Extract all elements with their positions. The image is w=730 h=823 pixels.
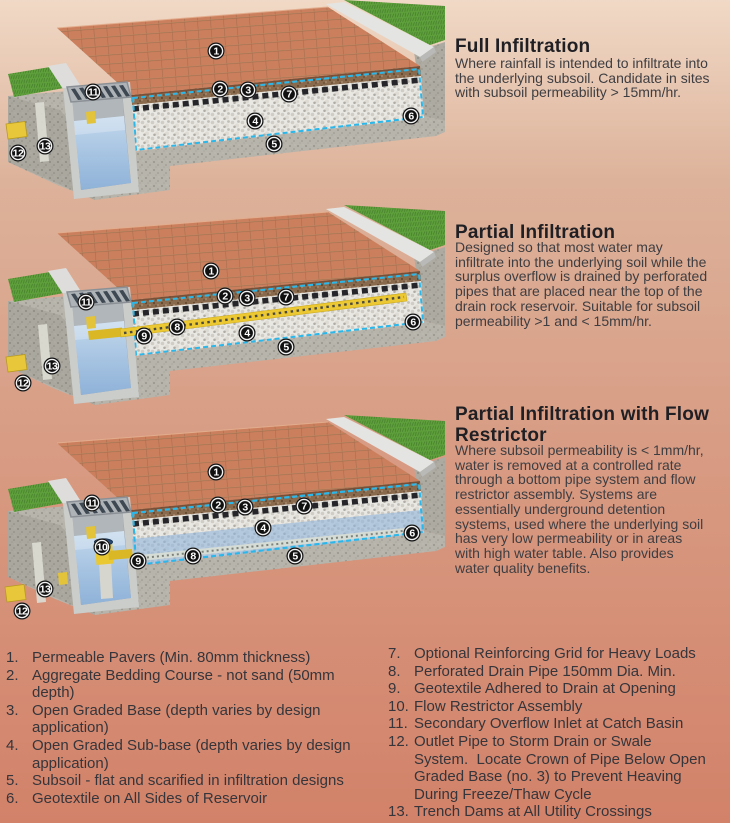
diagram-label-4: 4 [247, 113, 264, 130]
text-line: Designed so that most water may [455, 239, 663, 255]
legend-item-number: 13. [388, 803, 409, 821]
legend-item [388, 803, 730, 821]
partial-infiltration-flow-restrictor-scene [5, 415, 445, 615]
legend-item [388, 663, 730, 681]
diagram-label-2: 2 [210, 497, 227, 514]
text-line: permeability >1 and < 15mm/hr. [455, 312, 652, 329]
legend-item-number: 8. [388, 662, 401, 680]
text-line: Where subsoil permeability is < 1mm/hr, [455, 442, 704, 458]
legend-item-number: 11. [388, 715, 408, 733]
legend-item-text [414, 803, 730, 821]
diagram-label-1: 1 [203, 263, 220, 280]
legend-item-text [414, 698, 730, 716]
text-line: application) [32, 719, 109, 737]
diagram-label-2: 2 [217, 288, 234, 305]
text-line: water is removed at a controlled rate [455, 456, 682, 473]
text-line: Perforated Drain Pipe 150mm Dia. Min. [414, 662, 676, 680]
partial-infiltration-scene [6, 205, 445, 405]
diagram-label-12: 12 [10, 145, 27, 162]
text-line: with high water table. Also provides [455, 544, 674, 561]
diagram-label-10: 10 [94, 539, 111, 556]
diagram-label-3: 3 [239, 290, 256, 307]
text-line: System. Locate Crown of Pipe Below Open [414, 750, 706, 768]
legend-item [6, 772, 406, 790]
diagram-label-5: 5 [278, 339, 295, 356]
text-line: with subsoil permeability > 15mm/hr. [455, 84, 682, 101]
legend-item [388, 733, 730, 803]
diagram-label-9: 9 [130, 553, 147, 570]
text-line: water quality benefits. [455, 559, 591, 576]
legend-item-text [414, 663, 730, 681]
legend-item-text [32, 649, 406, 667]
diagram-label-6: 6 [403, 108, 420, 125]
text-line: the underlying subsoil. Candidate in sites [455, 69, 710, 86]
diagram-label-5: 5 [287, 548, 304, 565]
text-line: Geotextile on All Sides of Reservoir [32, 789, 268, 807]
legend-item [6, 667, 406, 702]
diagram-label-7: 7 [278, 289, 295, 306]
legend-item-text [414, 733, 730, 803]
text-line: through a bottom pipe system and flow [455, 471, 696, 488]
legend-item [6, 737, 406, 772]
text-line: depth) [32, 684, 75, 702]
legend-item-text [414, 645, 730, 663]
diagram-label-8: 8 [169, 319, 186, 336]
legend-item-text [32, 772, 406, 790]
legend-item-number: 12. [388, 732, 409, 750]
diagram-label-6: 6 [404, 525, 421, 542]
legend-item [6, 649, 406, 667]
diagram-label-6: 6 [405, 314, 422, 331]
diagram-label-3: 3 [237, 499, 254, 516]
diagram-label-1: 1 [208, 464, 225, 481]
text-line: essentially underground detention [455, 500, 666, 517]
diagram-label-7: 7 [281, 86, 298, 103]
text-line: Geotextile Adhered to Drain at Opening [414, 680, 676, 698]
text-line: Outlet Pipe to Storm Drain or Swale [414, 732, 652, 750]
section-heading-partial-infiltration: Partial Infiltration [455, 221, 616, 243]
legend-column-left [6, 649, 406, 807]
legend-item-number: 2. [6, 666, 19, 684]
legend-item-text [32, 667, 406, 702]
text-line: Permeable Pavers (Min. 80mm thickness) [32, 649, 311, 666]
diagram-label-12: 12 [15, 375, 32, 392]
diagram-label-13: 13 [44, 358, 61, 375]
legend-item-number: 7. [388, 645, 401, 662]
text-line: Trench Dams at All Utility Crossings [414, 803, 652, 821]
legend-item-text [414, 680, 730, 698]
text-line: Optional Reinforcing Grid for Heavy Loads [414, 645, 696, 662]
legend-item-number: 4. [6, 736, 19, 754]
legend-item-number: 3. [6, 701, 19, 719]
legend-item-number: 1. [6, 649, 19, 666]
text-line: Secondary Overflow Inlet at Catch Basin [414, 715, 684, 733]
legend-column-right [388, 645, 730, 821]
text-line: Graded Base (no. 3) to Prevent Heaving [414, 768, 682, 786]
diagram-label-4: 4 [239, 325, 256, 342]
legend-item [388, 645, 730, 663]
text-line: Open Graded Base (depth varies by design [32, 701, 321, 719]
legend-item [388, 698, 730, 716]
text-line: Subsoil - flat and scarified in infiltration designs [32, 772, 344, 790]
section-heading-partial-infiltration-flow-restrictor: Partial Infiltration with Flow Restrictor [455, 403, 710, 446]
legend-item-number: 9. [388, 680, 401, 698]
text-line: Flow Restrictor Assembly [414, 697, 583, 715]
section-body-partial-infiltration [455, 240, 730, 328]
diagram-label-7: 7 [296, 498, 313, 515]
text-line: During Freeze/Thaw Cycle [414, 785, 592, 803]
text-line: drain rock reservoir. Suitable for subsoil [455, 297, 701, 314]
legend-item-text [32, 790, 406, 808]
legend-item-number: 5. [6, 772, 19, 790]
text-line: surplus overflow is drained by perforated [455, 268, 708, 285]
legend-item [6, 702, 406, 737]
section-body-partial-infiltration-flow-restrictor [455, 443, 730, 575]
diagram-label-12: 12 [14, 603, 31, 620]
text-line: pipes that are placed near the top of the [455, 283, 703, 300]
diagram-label-1: 1 [208, 43, 225, 60]
legend-item [388, 680, 730, 698]
legend-item-number: 6. [6, 789, 19, 807]
diagram-label-8: 8 [185, 548, 202, 565]
legend-item [6, 790, 406, 808]
full-infiltration-scene [6, 0, 445, 200]
diagram-label-13: 13 [37, 581, 54, 598]
diagram-label-5: 5 [266, 136, 283, 153]
legend-item-text [414, 715, 730, 733]
diagram-label-11: 11 [84, 495, 101, 512]
diagram-label-3: 3 [240, 82, 257, 99]
text-line: infiltrate into the underlying soil while the [455, 253, 707, 270]
diagram-label-9: 9 [136, 328, 153, 345]
text-line: systems, used where the underlying soil [455, 515, 704, 532]
legend-item [388, 715, 730, 733]
diagram-label-4: 4 [255, 520, 272, 537]
diagram-label-11: 11 [85, 84, 102, 101]
text-line: application) [32, 754, 109, 772]
text-line: has very low permeability or in areas [455, 530, 683, 547]
legend-item-text [32, 737, 406, 772]
diagram-label-11: 11 [78, 294, 95, 311]
section-heading-full-infiltration: Full Infiltration [455, 35, 591, 57]
section-body-full-infiltration [455, 56, 730, 100]
text-line: Aggregate Bedding Course - not sand (50mm [32, 666, 335, 684]
diagram-stack [0, 0, 445, 655]
diagram-label-2: 2 [212, 81, 229, 98]
text-line: Open Graded Sub-base (depth varies by design [32, 736, 351, 754]
text-line: Where rainfall is intended to infiltrate into [455, 55, 708, 71]
diagram-label-13: 13 [37, 138, 54, 155]
text-line: restrictor assembly. Systems are [455, 486, 658, 503]
legend-item-number: 10. [388, 697, 409, 715]
legend-item-text [32, 702, 406, 737]
